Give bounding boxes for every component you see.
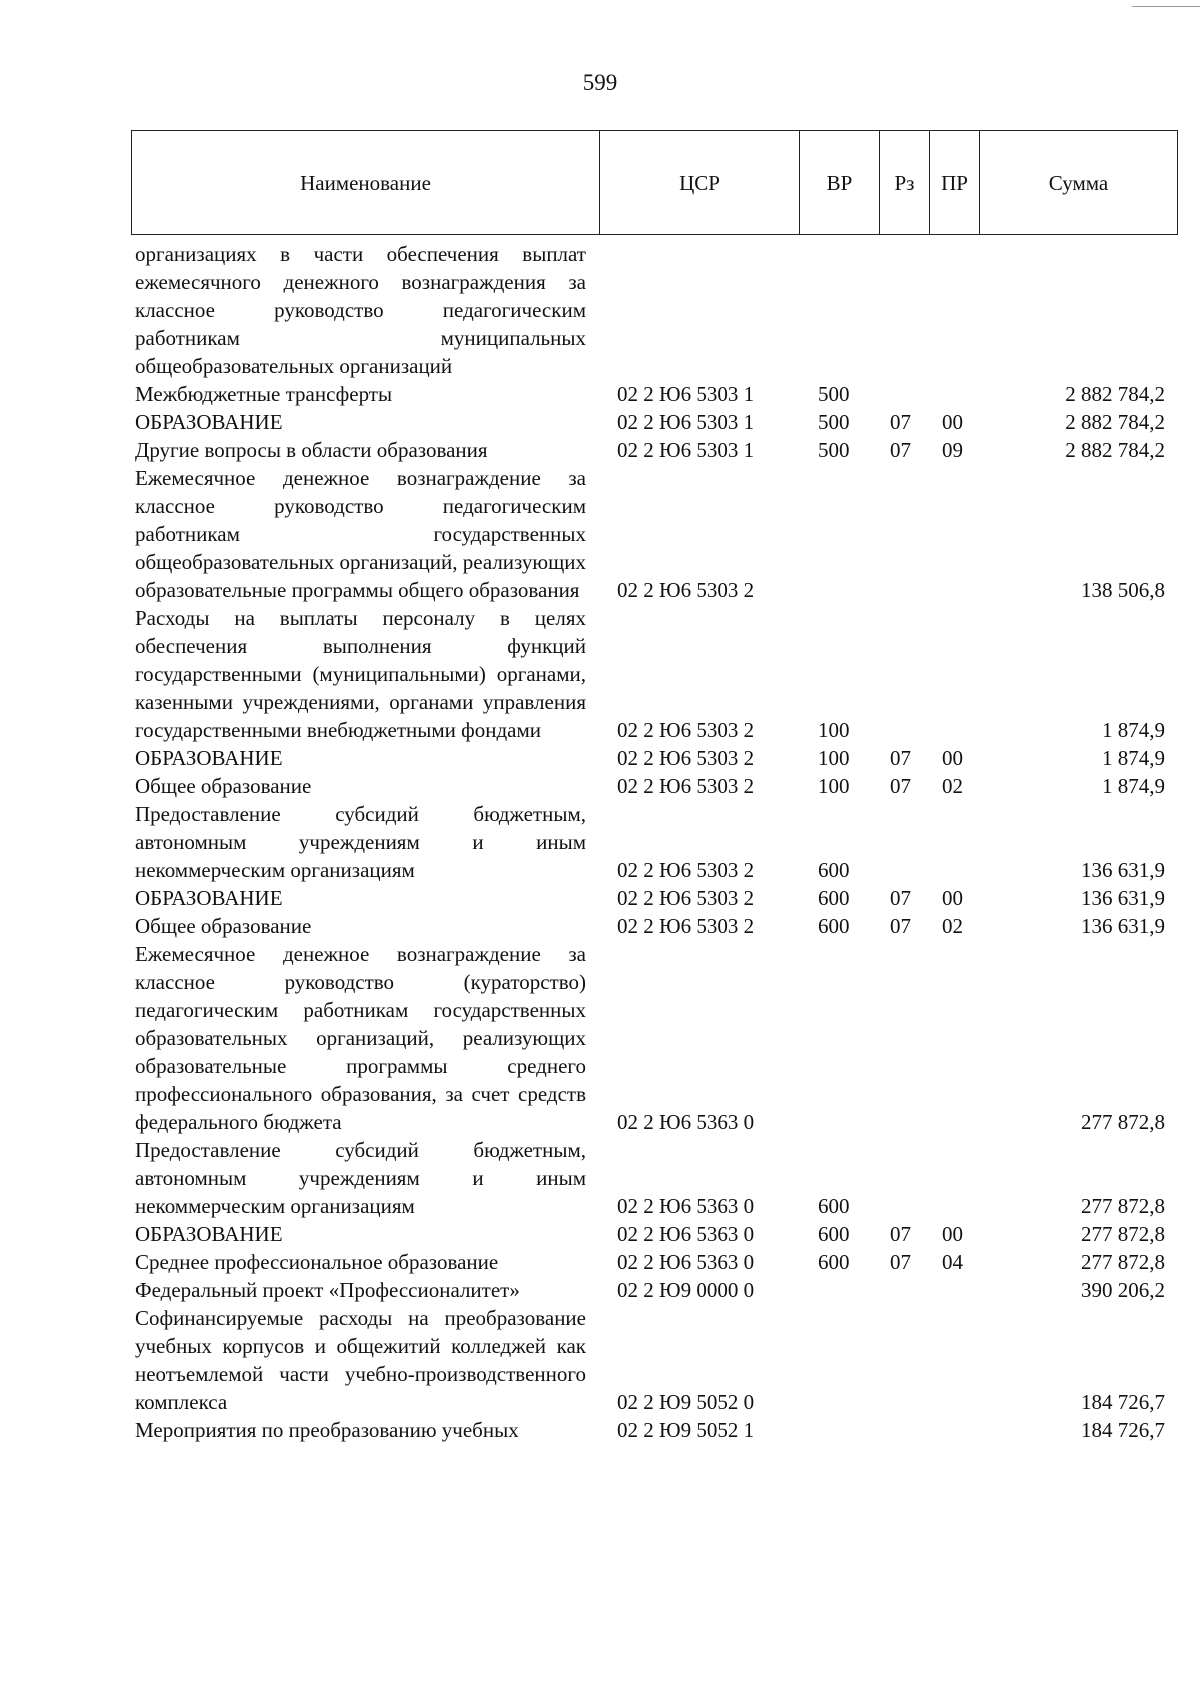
row-name: Ежемесячное денежное вознаграждение за классное руководство педагогическим работникам государственных общеобразовательных организаций, реализующих образовательные программы общего образования: [135, 466, 586, 602]
row-sum: 136 631,9: [1081, 886, 1165, 910]
row-csr: 02 2 Ю9 5052 1: [617, 1418, 755, 1442]
row-sum: 277 872,8: [1081, 1222, 1165, 1246]
row-csr: 02 2 Ю9 5052 0: [617, 1390, 755, 1414]
row-sum: 136 631,9: [1081, 914, 1165, 938]
row-csr: 02 2 Ю6 5303 1: [617, 438, 755, 462]
header-name: Наименование: [132, 131, 600, 234]
row-name: Другие вопросы в области образования: [135, 438, 488, 462]
row-csr: 02 2 Ю6 5303 1: [617, 410, 755, 434]
row-sum: 184 726,7: [1081, 1418, 1165, 1442]
table-row: [0, 884, 1200, 912]
row-csr: 02 2 Ю6 5303 2: [617, 858, 755, 882]
row-rz: 07: [890, 1222, 911, 1246]
row-name: Федеральный проект «Профессионалитет»: [135, 1278, 520, 1302]
row-csr: 02 2 Ю6 5363 0: [617, 1222, 755, 1246]
header-vr: ВР: [800, 131, 880, 234]
row-name: Софинансируемые расходы на преобразование учебных корпусов и общежитий колледжей как неотъемлемой части учебно-производственного комплекса: [135, 1306, 586, 1414]
row-name: Расходы на выплаты персоналу в целях обеспечения выполнения функций государственными (муниципальными) органами, казенными учреждениями, органами управления государственными внебюджетными фондами: [135, 606, 586, 742]
row-vr: 100: [818, 746, 850, 770]
header-pr: ПР: [930, 131, 980, 234]
row-sum: 184 726,7: [1081, 1390, 1165, 1414]
row-vr: 600: [818, 886, 850, 910]
row-pr: 02: [942, 914, 963, 938]
row-rz: 07: [890, 746, 911, 770]
row-rz: 07: [890, 410, 911, 434]
row-vr: 600: [818, 914, 850, 938]
row-name: ОБРАЗОВАНИЕ: [135, 410, 283, 434]
table-row: [0, 1416, 1200, 1444]
row-csr: 02 2 Ю9 0000 0: [617, 1278, 755, 1302]
row-pr: 00: [942, 746, 963, 770]
table-row: [0, 240, 1200, 380]
row-rz: 07: [890, 914, 911, 938]
row-vr: 500: [818, 382, 850, 406]
table-row: [0, 800, 1200, 884]
row-vr: 100: [818, 718, 850, 742]
row-csr: 02 2 Ю6 5303 2: [617, 886, 755, 910]
scan-edge-mark: [1132, 6, 1200, 7]
row-name: организациях в части обеспечения выплат ежемесячного денежного вознаграждения за классное руководство педагогическим работникам муниципальных общеобразовательных организаций: [135, 242, 586, 378]
row-csr: 02 2 Ю6 5363 0: [617, 1194, 755, 1218]
row-name: Общее образование: [135, 914, 312, 938]
header-rz: Рз: [880, 131, 930, 234]
table-row: [0, 1220, 1200, 1248]
table-row: [0, 408, 1200, 436]
row-csr: 02 2 Ю6 5303 2: [617, 718, 755, 742]
row-sum: 277 872,8: [1081, 1110, 1165, 1134]
row-rz: 07: [890, 438, 911, 462]
row-vr: 600: [818, 1194, 850, 1218]
row-name: ОБРАЗОВАНИЕ: [135, 746, 283, 770]
table-row: [0, 380, 1200, 408]
table-row: [0, 1276, 1200, 1304]
row-csr: 02 2 Ю6 5363 0: [617, 1110, 755, 1134]
row-csr: 02 2 Ю6 5303 2: [617, 578, 755, 602]
table-header: [131, 130, 1178, 235]
row-name: ОБРАЗОВАНИЕ: [135, 1222, 283, 1246]
row-vr: 600: [818, 1222, 850, 1246]
row-name: Ежемесячное денежное вознаграждение за классное руководство (кураторство) педагогическим работникам государственных образовательных организаций, реализующих образовательные программы среднего профессионального образования, за счет средств федерального бюджета: [135, 942, 586, 1134]
table-row: [0, 744, 1200, 772]
table-row: [0, 1248, 1200, 1276]
table-body: [0, 240, 1200, 1444]
page-number: 599: [582, 70, 618, 95]
row-sum: 1 874,9: [1102, 746, 1165, 770]
row-csr: 02 2 Ю6 5303 2: [617, 746, 755, 770]
row-csr: 02 2 Ю6 5303 1: [617, 382, 755, 406]
row-sum: 2 882 784,2: [1065, 438, 1165, 462]
row-rz: 07: [890, 886, 911, 910]
row-sum: 136 631,9: [1081, 858, 1165, 882]
row-vr: 100: [818, 774, 850, 798]
row-name: ОБРАЗОВАНИЕ: [135, 886, 283, 910]
table-row: [0, 912, 1200, 940]
row-rz: 07: [890, 1250, 911, 1274]
table-row: [0, 1136, 1200, 1220]
header-sum: Сумма: [1048, 171, 1109, 195]
row-csr: 02 2 Ю6 5363 0: [617, 1250, 755, 1274]
row-sum: 1 874,9: [1102, 774, 1165, 798]
row-sum: 2 882 784,2: [1065, 382, 1165, 406]
row-name: Среднее профессиональное образование: [135, 1250, 499, 1274]
row-vr: 600: [818, 1250, 850, 1274]
table-row: [0, 772, 1200, 800]
row-sum: 2 882 784,2: [1065, 410, 1165, 434]
row-pr: 00: [942, 410, 963, 434]
row-pr: 00: [942, 886, 963, 910]
row-name: Общее образование: [135, 774, 312, 798]
row-pr: 02: [942, 774, 963, 798]
row-vr: 600: [818, 858, 850, 882]
table-row: [0, 436, 1200, 464]
table-row: [0, 464, 1200, 604]
row-name: Мероприятия по преобразованию учебных: [135, 1418, 519, 1442]
row-sum: 1 874,9: [1102, 718, 1165, 742]
row-pr: 09: [942, 438, 963, 462]
table-row: [0, 940, 1200, 1136]
row-vr: 500: [818, 438, 850, 462]
row-sum: 277 872,8: [1081, 1194, 1165, 1218]
row-rz: 07: [890, 774, 911, 798]
row-vr: 500: [818, 410, 850, 434]
row-sum: 277 872,8: [1081, 1250, 1165, 1274]
row-csr: 02 2 Ю6 5303 2: [617, 914, 755, 938]
table-row: [0, 604, 1200, 744]
row-pr: 04: [942, 1250, 963, 1274]
table-row: [0, 1304, 1200, 1416]
row-csr: 02 2 Ю6 5303 2: [617, 774, 755, 798]
row-sum: 138 506,8: [1081, 578, 1165, 602]
row-name: Предоставление субсидий бюджетным, автономным учреждениям и иным некоммерческим организациям: [135, 802, 586, 882]
row-name: Межбюджетные трансферты: [135, 382, 393, 406]
row-pr: 00: [942, 1222, 963, 1246]
row-sum: 390 206,2: [1081, 1278, 1165, 1302]
row-name: Предоставление субсидий бюджетным, автономным учреждениям и иным некоммерческим организациям: [135, 1138, 586, 1218]
header-csr: ЦСР: [600, 131, 800, 234]
